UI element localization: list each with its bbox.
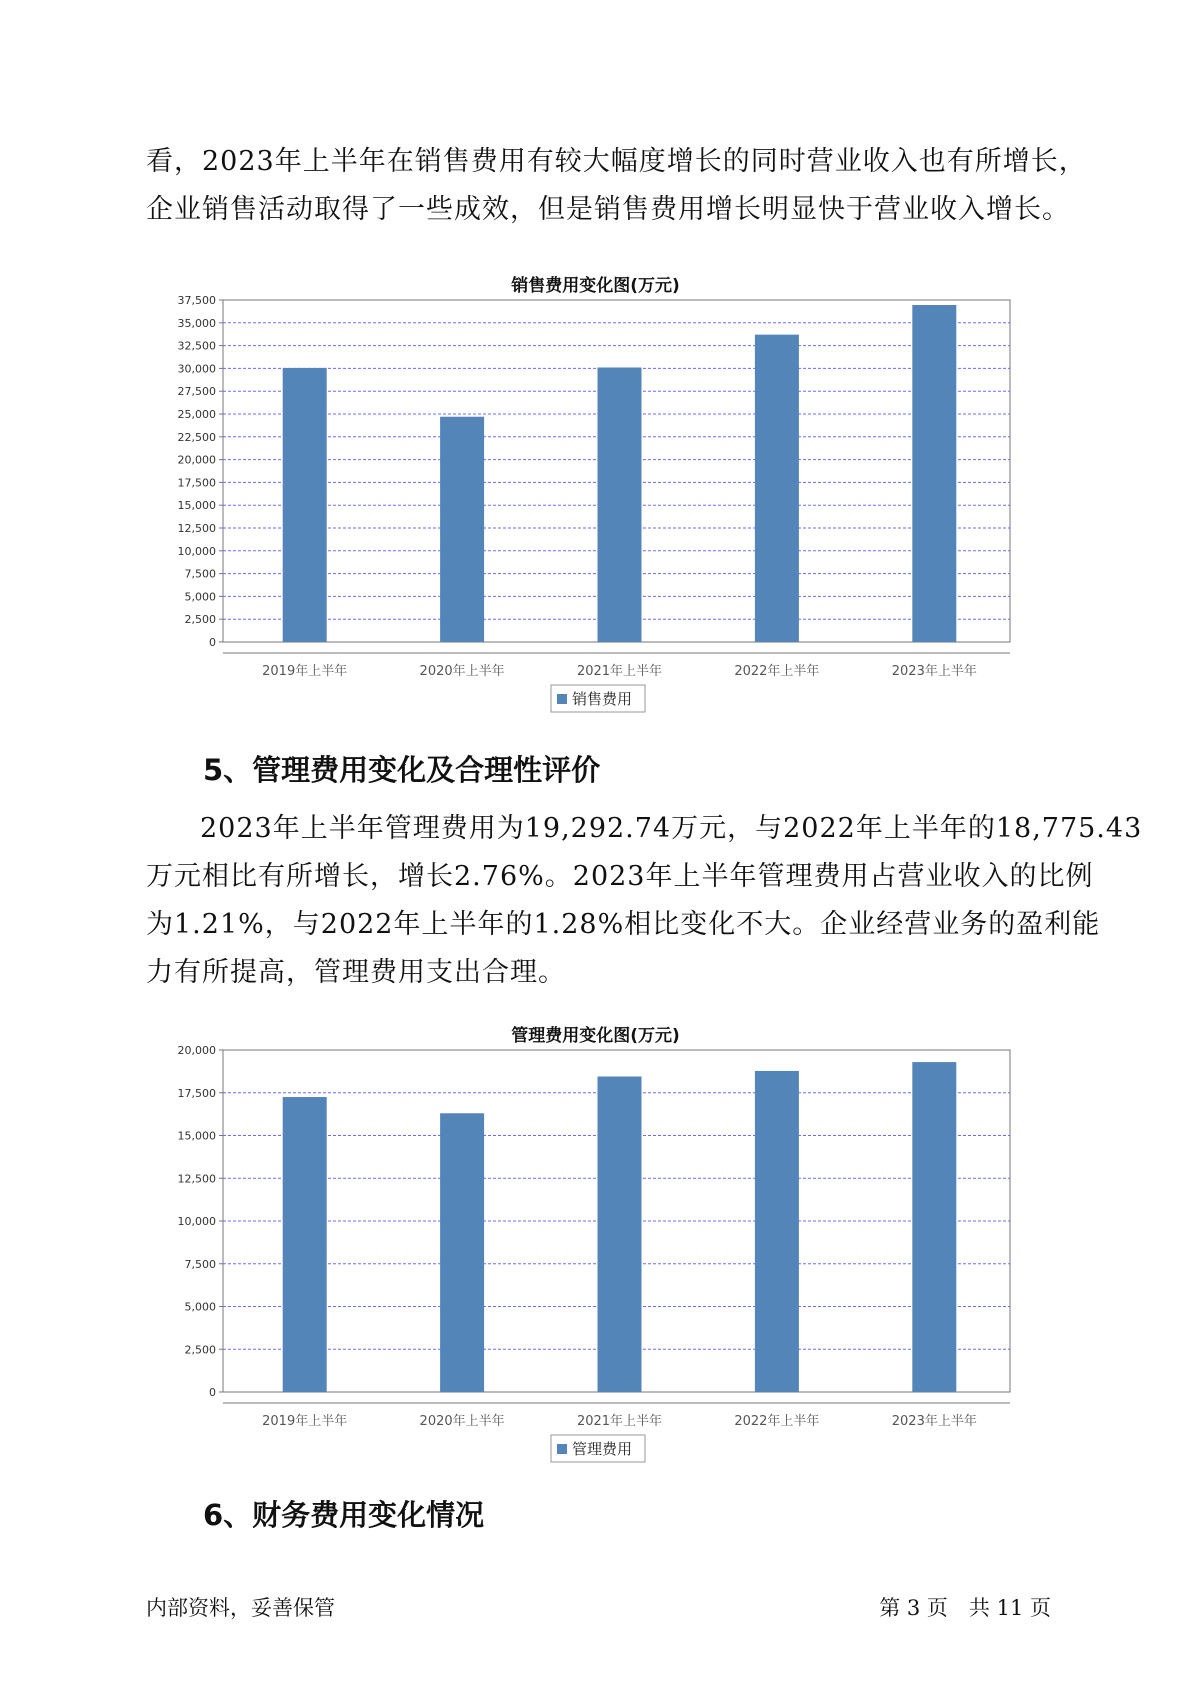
text-line: 力有所提高，管理费用支出合理。 <box>146 957 566 988</box>
y-tick-label: 37,500 <box>177 294 216 307</box>
page-number: 第 3 页 共 11 页 <box>879 1596 1051 1620</box>
bar <box>598 367 642 642</box>
x-tick-label: 2022年上半年 <box>734 1414 820 1429</box>
legend-label: 管理费用 <box>572 1440 633 1458</box>
y-tick-label: 25,000 <box>177 408 216 421</box>
bar <box>912 1062 956 1392</box>
x-tick-label: 2020年上半年 <box>419 1414 505 1429</box>
y-tick-label: 17,500 <box>177 476 216 490</box>
section5-paragraph <box>146 805 1143 997</box>
bar <box>283 1097 327 1392</box>
x-tick-label: 2020年上半年 <box>419 664 505 679</box>
y-tick-label: 7,500 <box>184 1257 216 1271</box>
text-line: 万元相比有所增长，增长2.76%。2023年上半年管理费用占营业收入的比例 <box>146 861 1094 892</box>
y-tick-label: 10,000 <box>177 1215 216 1228</box>
text-line: 2023年上半年管理费用为19,292.74万元，与2022年上半年的18,775.43 <box>200 813 1143 844</box>
y-tick-label: 22,500 <box>177 430 216 444</box>
y-tick-label: 12,500 <box>177 522 216 535</box>
y-tick-label: 20,000 <box>177 453 216 467</box>
y-tick-label: 2,500 <box>184 1343 216 1357</box>
legend-label: 销售费用 <box>572 690 633 708</box>
intro-paragraph <box>146 138 1087 234</box>
bar <box>440 1113 484 1392</box>
y-tick-label: 7,500 <box>184 567 216 581</box>
y-tick-label: 12,500 <box>177 1172 216 1186</box>
legend <box>551 1435 645 1462</box>
sales-expense-chart <box>0 290 1191 720</box>
x-tick-label: 2021年上半年 <box>576 664 663 679</box>
y-tick-label: 30,000 <box>177 362 216 376</box>
y-tick-label: 32,500 <box>177 339 216 353</box>
text-line: 为1.21%，与2022年上半年的1.28%相比变化不大。企业经营业务的盈利能 <box>146 909 1101 940</box>
x-tick-label: 2019年上半年 <box>262 664 348 679</box>
section6-heading: 6、财务费用变化情况 <box>203 1498 485 1532</box>
y-tick-label: 15,000 <box>177 1129 216 1143</box>
x-tick-label: 2023年上半年 <box>891 664 977 679</box>
legend-swatch <box>557 694 567 704</box>
text-line: 看，2023年上半年在销售费用有较大幅度增长的同时营业收入也有所增长， <box>146 146 1087 177</box>
y-tick-label: 0 <box>209 1386 216 1399</box>
section5-heading: 5、管理费用变化及合理性评价 <box>203 753 601 787</box>
bar <box>755 335 799 642</box>
bar <box>755 1071 799 1392</box>
legend-swatch <box>557 1444 567 1454</box>
y-tick-label: 17,500 <box>177 1086 216 1100</box>
y-tick-label: 20,000 <box>177 1044 216 1057</box>
footer-note: 内部资料，妥善保管 <box>146 1596 335 1620</box>
x-tick-label: 2023年上半年 <box>891 1414 977 1429</box>
bar <box>440 417 484 642</box>
y-tick-label: 35,000 <box>177 316 216 330</box>
bar <box>598 1077 642 1392</box>
y-tick-label: 27,500 <box>177 385 216 399</box>
x-tick-label: 2019年上半年 <box>262 1414 348 1429</box>
admin-chart-title: 管理费用变化图(万元) <box>511 1026 680 1046</box>
y-tick-label: 0 <box>209 636 216 649</box>
sales-chart-title: 销售费用变化图(万元) <box>511 276 680 296</box>
legend <box>551 685 645 712</box>
bar <box>283 368 327 642</box>
x-tick-label: 2021年上半年 <box>576 1414 663 1429</box>
y-tick-label: 10,000 <box>177 544 216 558</box>
bar <box>912 305 956 642</box>
y-tick-label: 5,000 <box>184 1300 216 1314</box>
y-tick-label: 15,000 <box>177 499 216 513</box>
text-line: 企业销售活动取得了一些成效，但是销售费用增长明显快于营业收入增长。 <box>146 194 1070 225</box>
y-tick-label: 2,500 <box>184 613 216 627</box>
y-tick-label: 5,000 <box>184 590 216 604</box>
admin-expense-chart <box>0 1040 1191 1470</box>
x-tick-label: 2022年上半年 <box>734 664 820 679</box>
